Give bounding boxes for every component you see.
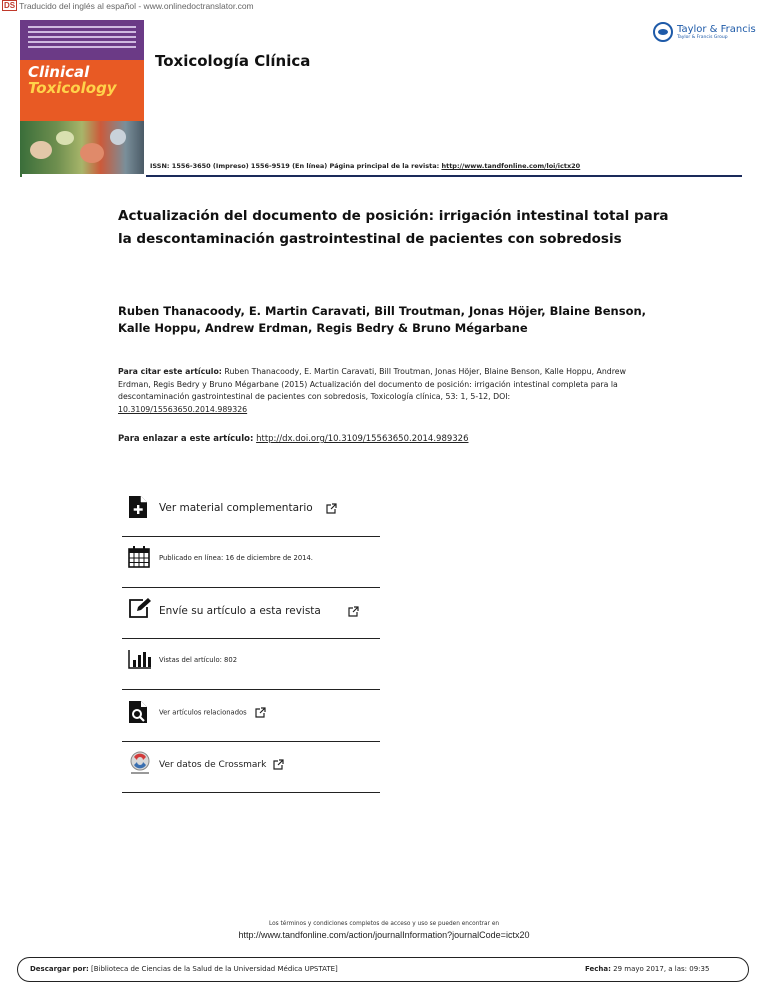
external-link-icon[interactable]: [348, 606, 359, 617]
submit-label[interactable]: Envíe su artículo a esta revista: [159, 605, 321, 617]
journal-cover-image: [20, 20, 144, 177]
related-label[interactable]: Ver artículos relacionados: [159, 708, 247, 717]
edit-icon: [128, 597, 152, 619]
item-divider: [122, 741, 380, 742]
cover-title: Clinical Toxicology: [28, 63, 117, 97]
search-file-icon: [128, 700, 148, 724]
article-title: Actualización del documento de posición: irrigación intestinal total para la descontaminación gastrointestinal de pacientes con sobredosis: [118, 208, 669, 247]
external-link-icon[interactable]: [273, 759, 284, 770]
issn-line: [150, 162, 580, 170]
issn-text: ISSN: 1556-3650 (Impreso) 1556-9519 (En línea) Página principal de la revista:: [150, 162, 442, 170]
header-divider-gap: [22, 174, 146, 178]
article-views-item: [122, 647, 382, 677]
submit-article-item[interactable]: [122, 596, 382, 626]
citation-label: Para citar este artículo:: [118, 367, 222, 376]
add-file-icon: [128, 495, 148, 519]
publisher-logo-icon: [653, 22, 673, 42]
download-info-box: [17, 957, 749, 982]
download-date: Fecha: 29 mayo 2017, a las: 09:35: [585, 965, 710, 973]
related-articles-item[interactable]: [122, 698, 382, 728]
bar-chart-icon: [128, 649, 152, 669]
item-divider: [122, 638, 380, 639]
journal-homepage-link[interactable]: http://www.tandfonline.com/loi/ictx20: [441, 162, 581, 170]
journal-title: Toxicología Clínica: [155, 52, 311, 70]
supplementary-material-item[interactable]: [122, 493, 382, 523]
crossmark-label[interactable]: Ver datos de Crossmark: [159, 760, 267, 770]
terms-note: Los términos y condiciones completos de acceso y uso se pueden encontrar en: [268, 921, 500, 927]
views-label: Vistas del artículo: 802: [159, 656, 238, 664]
crossmark-item[interactable]: [122, 750, 382, 780]
terms-link[interactable]: http://www.tandfonline.com/action/journalInformation?journalCode=ictx20: [238, 930, 530, 940]
crossmark-icon: [129, 751, 151, 776]
external-link-icon[interactable]: [255, 707, 266, 718]
supplementary-label[interactable]: Ver material complementario: [159, 502, 313, 514]
cover-photo: [20, 121, 144, 177]
citation-doi-link[interactable]: 10.3109/15563650.2014.989326: [118, 404, 248, 414]
item-divider: [122, 587, 380, 588]
translator-logo: DS: [4, 1, 16, 10]
published-online-item: [122, 545, 382, 575]
item-divider: [122, 536, 380, 537]
article-link-label: Para enlazar a este artículo:: [118, 434, 254, 444]
citation: [118, 366, 638, 416]
translator-banner[interactable]: [2, 0, 254, 11]
item-divider: [122, 792, 380, 793]
calendar-icon: [128, 546, 150, 568]
translator-text[interactable]: Traducido del inglés al español - www.onlinedoctranslator.com: [19, 0, 254, 11]
publisher-name: Taylor & Francis: [677, 23, 756, 35]
published-label: Publicado en línea: 16 de diciembre de 2014.: [159, 554, 313, 562]
article-doi-url[interactable]: http://dx.doi.org/10.3109/15563650.2014.989326: [256, 434, 469, 444]
article-link: [118, 434, 469, 444]
publisher-logo[interactable]: [653, 22, 756, 42]
cover-header-lines: [28, 26, 136, 51]
external-link-icon[interactable]: [326, 503, 337, 514]
downloaded-by: Descargar por: [Biblioteca de Ciencias de la Salud de la Universidad Médica UPSTATE]: [30, 965, 338, 973]
publisher-group: Taylor & Francis Group: [677, 34, 728, 40]
citation-text: Ruben Thanacoody, E. Martin Caravati, Bill Troutman, Jonas Höjer, Blaine Benson, Kalle Hoppu, Andrew Erdman, Regis Bedry y Bruno Mégarbane (2015) Actualización del documento de posición: irrigación intestinal completa para la descontaminación gastrointestinal de pacientes con sobredosis, Toxicología clínica, 53: 1, 5-12, DOI:: [118, 367, 626, 401]
item-divider: [122, 689, 380, 690]
authors: Ruben Thanacoody, E. Martin Caravati, Bill Troutman, Jonas Höjer, Blaine Benson, Kalle Hoppu, Andrew Erdman, Regis Bedry & Bruno Mégarbane: [118, 304, 647, 335]
